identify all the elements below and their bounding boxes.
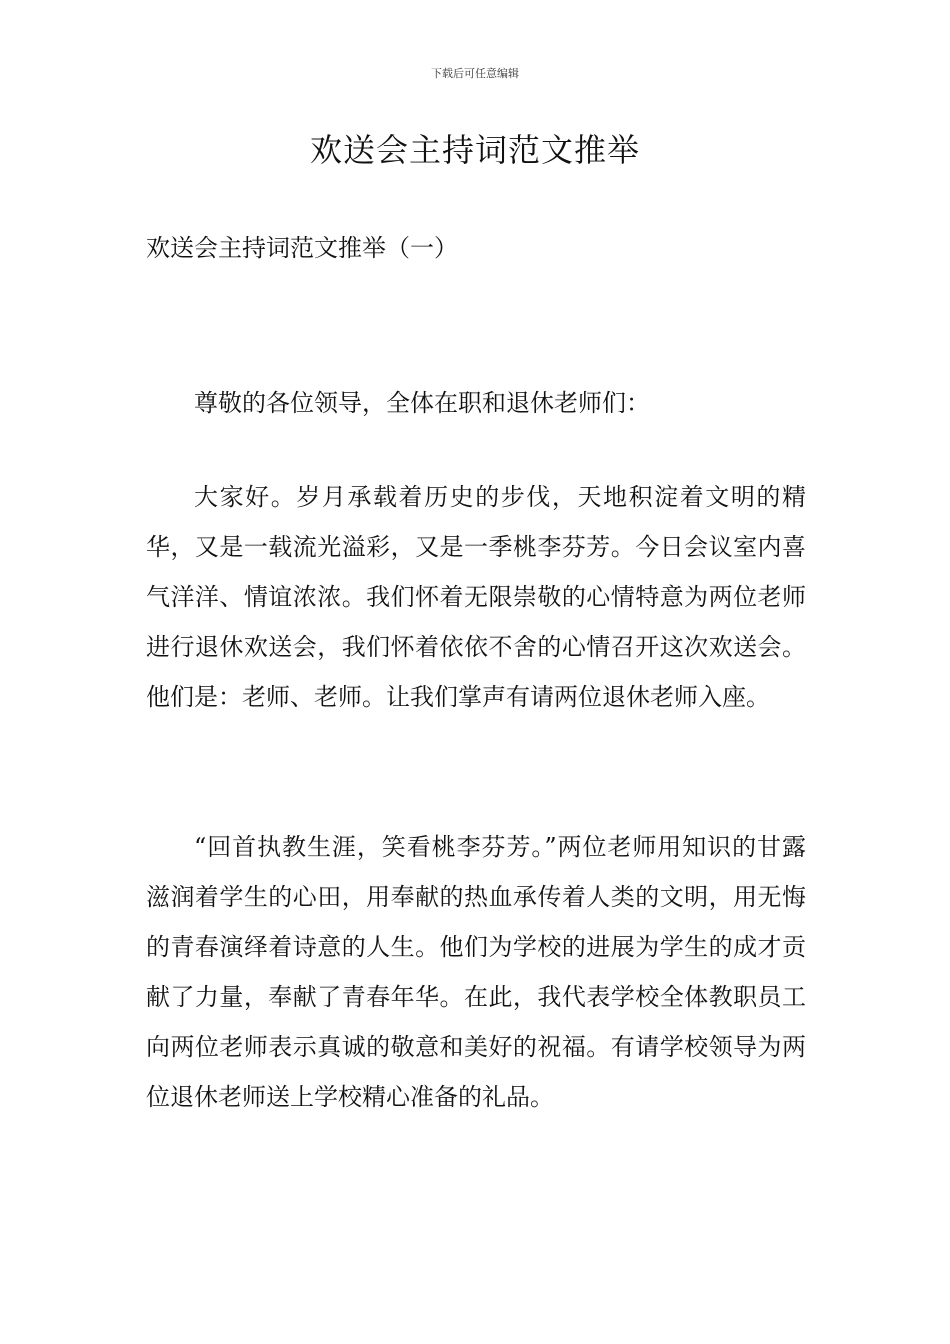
- body-paragraph-1: 大家好。岁月承载着历史的步伐，天地积淀着文明的精华，又是一载流光溢彩，又是一季桃李芬芳。今日会议室内喜气洋洋、情谊浓浓。我们怀着无限崇敬的心情特意为两位老师进行退休欢送会，我们怀着依依不舍的心情召开这次欢送会。他们是：老师、老师。让我们掌声有请两位退休老师入座。: [146, 483, 806, 711]
- section-heading: 欢送会主持词范文推举（一）: [146, 234, 458, 262]
- body-paragraph-2: “回首执教生涯，笑看桃李芬芳。”两位老师用知识的甘露滋润着学生的心田，用奉献的热血承传着人类的文明，用无悔的青春演绎着诗意的人生。他们为学校的进展为学生的成才贡献了力量，奉献了青春年华。在此，我代表学校全体教职员工向两位老师表示真诚的敬意和美好的祝福。有请学校领导为两位退休老师送上学校精心准备的礼品。: [146, 833, 806, 1111]
- greeting-paragraph: 尊敬的各位领导，全体在职和退休老师们：: [194, 389, 650, 417]
- header-note: 下载后可任意编辑: [431, 67, 519, 80]
- document-title: 欢送会主持词范文推举: [309, 131, 640, 169]
